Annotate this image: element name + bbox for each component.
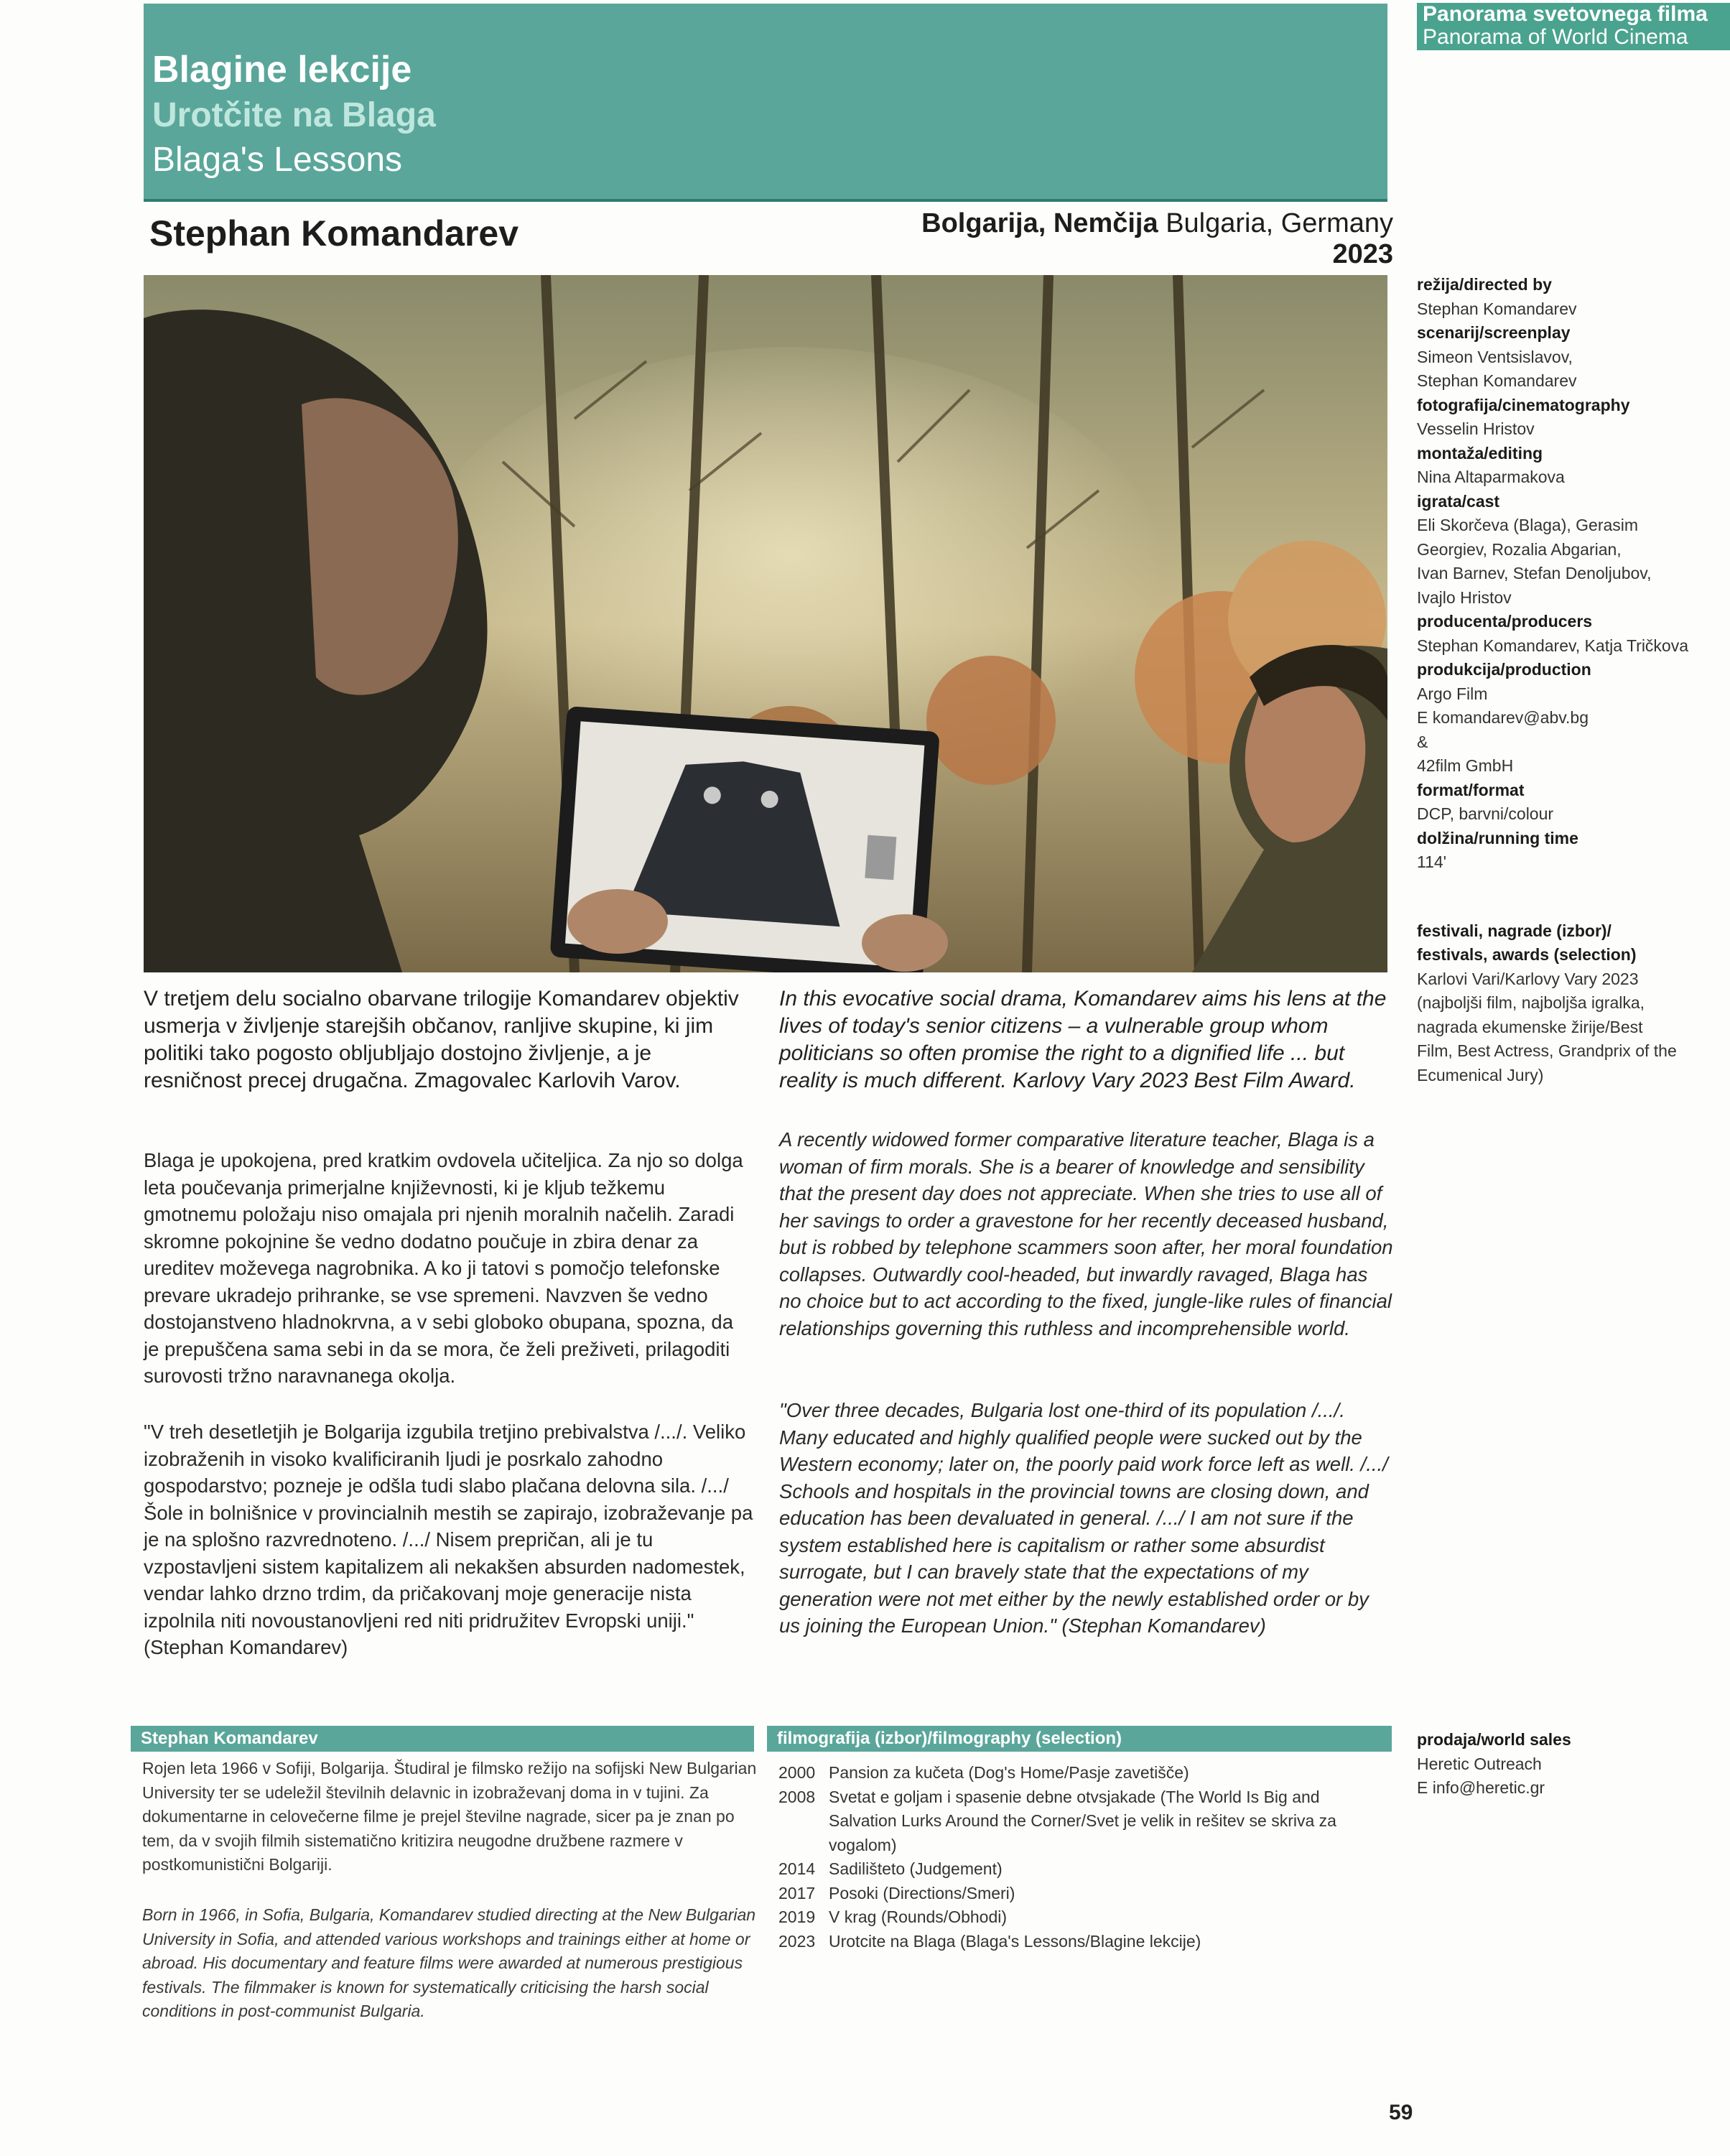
filmography-title: Posoki (Directions/Smeri) — [829, 1883, 1015, 1902]
filmography-year: 2000 — [778, 1763, 816, 1782]
world-sales-line: Heretic Outreach — [1417, 1754, 1542, 1773]
filmography-list — [778, 1761, 1389, 1953]
festivals-value: (najboljši film, najboljša igralka, — [1417, 993, 1645, 1012]
credit-label: igrata/cast — [1417, 491, 1500, 511]
synopsis-slovenian-lead: V tretjem delu socialno obarvane trilogije Komandarev objektiv usmerja v življenje starejših občanov, ranljive skupine, ki jim politiki tako pogosto obljubljajo dostojno življenje, a je resničnost precej drugačna. Zmagovalec Karlovih Varov. — [144, 987, 739, 1092]
credit-label: produkcija/production — [1417, 660, 1591, 679]
page-number: 59 — [1389, 2101, 1413, 2124]
synopsis-slovenian-body: Blaga je upokojena, pred kratkim ovdovela učiteljica. Za njo so dolga leta poučevanja primerjalne književnosti, ki je kljub težkemu gmotnemu položaju niso omajala pri njenih moralnih načelih. Zaradi skromne pokojnine še vedno dodatno poučuje in zbira denar za ureditev moževega nagrobnika. A ko ji tatovi s pomočjo telefonske prevare ukradejo prihranke, se vse spremeni. Navzven še vedno dostojanstveno hladnokrvna, a v sebi globoko obupana, spozna, da je prepuščena sama sebi in da se mora, če želi preživeti, prilagoditi surovosti tržno naravnanega okolja. — [144, 1149, 743, 1387]
section-name-slovenian: Panorama svetovnega filma — [1423, 2, 1708, 26]
title-panel — [144, 4, 1387, 202]
credits-column — [1417, 273, 1726, 1087]
credit-value: DCP, barvni/colour — [1417, 804, 1554, 823]
country-slovenian: Bolgarija, Nemčija — [921, 208, 1158, 238]
festivals-value: Film, Best Actress, Grandprix of the — [1417, 1041, 1677, 1060]
section-name-english: Panorama of World Cinema — [1423, 25, 1688, 49]
credit-value: Nina Altaparmakova — [1417, 468, 1565, 486]
filmography-title: Svetat e goljam i spasenie debne otvsjakade (The World Is Big and Salvation Lurks Around the Corner/Svet je velik in rešitev se skriva za vogalom) — [829, 1787, 1336, 1854]
filmography-item — [778, 1882, 1389, 1906]
credit-value: E komandarev@abv.bg — [1417, 708, 1589, 727]
country-english: Bulgaria, Germany — [1166, 208, 1393, 238]
credit-label: montaža/editing — [1417, 443, 1543, 463]
filmography-year: 2019 — [778, 1908, 816, 1926]
section-banner — [1417, 3, 1730, 50]
credit-value: Simeon Ventsislavov, — [1417, 347, 1573, 366]
credit-value: 114' — [1417, 852, 1447, 871]
credit-label: producenta/producers — [1417, 612, 1593, 631]
credit-value: Ivajlo Hristov — [1417, 587, 1512, 607]
credit-value: Vesselin Hristov — [1417, 419, 1535, 438]
bio-slovenian: Rojen leta 1966 v Sofiji, Bolgarija. Študiral je filmsko režijo na sofijski New Bulgarian University ter se udeležil številnih delavnic in izobraževanj doma in v tujini. Za dokumentarne in celovečerne filme je prejel številne nagrade, sicer pa je znan po tem, da v svojih filmih sistematično kritizira neugodne družbene razmere v postkomunistični Bolgariji. — [142, 1759, 757, 1874]
festivals-label: festivals, awards (selection) — [1417, 945, 1637, 964]
director-name: Stephan Komandarev — [149, 213, 519, 254]
filmography-year: 2014 — [778, 1859, 816, 1878]
film-still-illustration — [144, 275, 1387, 972]
filmography-year: 2017 — [778, 1883, 816, 1902]
filmography-title: V krag (Rounds/Obhodi) — [829, 1908, 1008, 1926]
world-sales-label: prodaja/world sales — [1417, 1730, 1571, 1749]
world-sales-line: E info@heretic.gr — [1417, 1778, 1545, 1797]
festivals-value: Karlovi Vari/Karlovy Vary 2023 — [1417, 969, 1639, 988]
filmography-item — [778, 1785, 1389, 1858]
filmography-heading: filmografija (izbor)/filmography (selection) — [767, 1726, 1392, 1752]
credit-value: Georgiev, Rozalia Abgarian, — [1417, 539, 1622, 559]
film-title-english: Blaga's Lessons — [152, 141, 403, 179]
credit-label: scenarij/screenplay — [1417, 323, 1571, 342]
filmography-item — [778, 1930, 1389, 1954]
filmography-title: Sadilišteto (Judgement) — [829, 1859, 1003, 1878]
filmography-title: Urotcite na Blaga (Blaga's Lessons/Blagine lekcije) — [829, 1931, 1201, 1951]
synopsis-english-body: A recently widowed former comparative literature teacher, Blaga is a woman of firm morals. She is a bearer of knowledge and sensibility that the present day does not appreciate. When she tries to use all of her savings to order a gravestone for her recently deceased husband, but is robbed by telephone scammers soon after, her moral foundation collapses. Outwardly cool-headed, but inwardly ravaged, Blaga has no choice but to act according to the fixed, jungle-like rules of financial relationships governing this ruthless and incomprehensible world. — [779, 1128, 1393, 1339]
film-still — [144, 275, 1387, 972]
director-statement-english: "Over three decades, Bulgaria lost one-third of its population /.../. Many educated and highly qualified people were sucked out by the Western economy; later on, the poorly paid work force left as well. /.../ Schools and hospitals in the provincial towns are closing down, and education has been devaluated in general. /.../ I am not sure if the system established here is capitalism or rather some absurdist surrogate, but I can bravely state that the expectations of my generation were not met either by the newly established order or by us joining the European Union." (Stephan Komandarev) — [779, 1399, 1388, 1637]
credit-value: & — [1417, 732, 1428, 751]
credit-value: Stephan Komandarev — [1417, 371, 1577, 390]
festivals-value: Ecumenical Jury) — [1417, 1065, 1544, 1084]
credit-value: Stephan Komandarev, Katja Tričkova — [1417, 636, 1689, 655]
film-title-slovenian: Blagine lekcije — [152, 49, 412, 90]
credit-value: Stephan Komandarev — [1417, 299, 1577, 318]
synopsis-english-lead: In this evocative social drama, Komandarev aims his lens at the lives of today's senior citizens – a vulnerable group whom politicians so often promise the right to a dignified life ... but reality is much different. Karlovy Vary 2023 Best Film Award. — [779, 987, 1387, 1092]
credit-value: 42film GmbH — [1417, 756, 1514, 775]
credit-value: Argo Film — [1417, 684, 1488, 703]
filmography-item — [778, 1857, 1389, 1882]
production-year: 2023 — [1332, 239, 1393, 269]
filmography-title: Pansion za kučeta (Dog's Home/Pasje zavetišče) — [829, 1763, 1189, 1782]
festivals-label: festivali, nagrade (izbor)/ — [1417, 921, 1612, 940]
world-sales — [1417, 1728, 1726, 1800]
filmography-item — [778, 1905, 1389, 1930]
credits-spacer — [1417, 875, 1726, 919]
credit-label: režija/directed by — [1417, 275, 1552, 294]
filmography-year: 2023 — [778, 1931, 816, 1951]
festivals-value: nagrada ekumenske žirije/Best — [1417, 1017, 1643, 1036]
film-title-original: Urotčite na Blaga — [152, 96, 436, 134]
bio-english: Born in 1966, in Sofia, Bulgaria, Komandarev studied directing at the New Bulgarian University in Sofia, and attended various workshops and trainings either at home or abroad. His documentary and feature films were awarded at numerous prestigious festivals. The filmmaker is known for systematically criticising the harsh social conditions in post-communist Bulgaria. — [142, 1905, 756, 2020]
filmography-item — [778, 1761, 1389, 1785]
credit-value: Ivan Barnev, Stefan Denoljubov, — [1417, 564, 1652, 582]
bio-heading: Stephan Komandarev — [131, 1726, 754, 1752]
filmography-year: 2008 — [778, 1787, 816, 1806]
country-year — [876, 208, 1393, 270]
credit-value: Eli Skorčeva (Blaga), Gerasim — [1417, 516, 1639, 534]
director-statement-slovenian: "V treh desetletjih je Bolgarija izgubila tretjino prebivalstva /.../. Veliko izobraženih in visoko kvalificiranih ljudi je posrkalo zahodno gospodarstvo; pozneje je odšla tudi slabo plačana delovna sila. /.../ Šole in bolnišnice v provincialnih mestih se zapirajo, izobraževanje pa je na splošno razvrednoteno. /.../ Nisem prepričan, ali je tu vzpostavljeni sistem kapitalizem ali nekakšen absurden nadomestek, vendar lahko drzno trdim, da pričakovanj moje generacije nista izpolnila niti novoustanovljeni red niti pridružitev Evropski uniji." (Stephan Komandarev) — [144, 1421, 753, 1658]
credit-label: fotografija/cinematography — [1417, 395, 1630, 414]
credit-label: format/format — [1417, 780, 1525, 799]
credit-label: dolžina/running time — [1417, 828, 1578, 847]
